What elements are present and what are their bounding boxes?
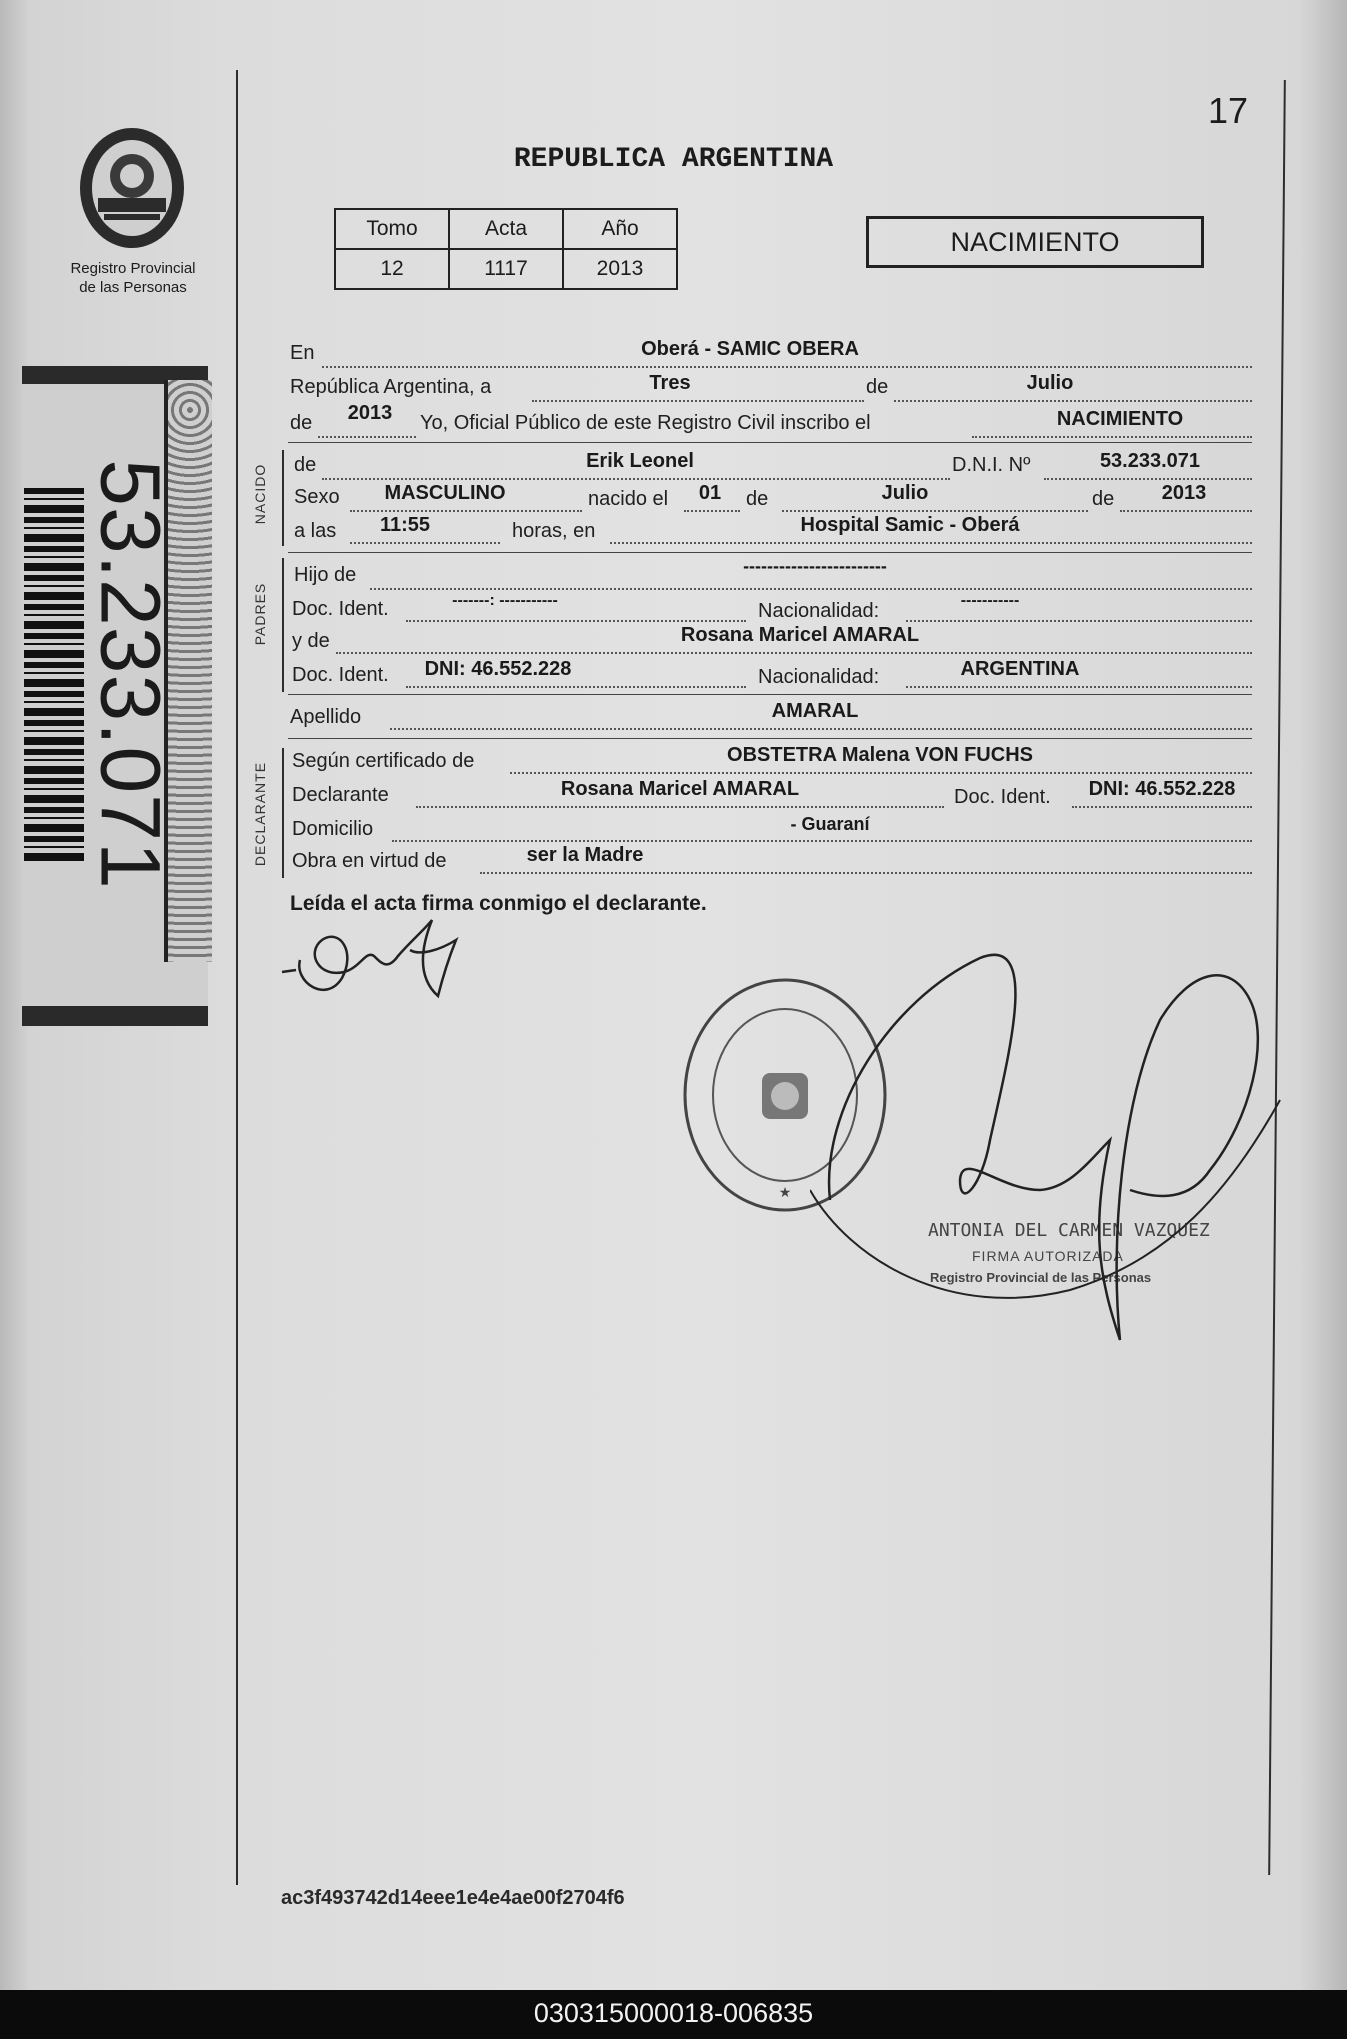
dotted-line bbox=[782, 510, 1088, 512]
label-a-las: a las bbox=[294, 520, 337, 542]
label-nacido-el: nacido el bbox=[588, 488, 669, 510]
section-divider bbox=[288, 738, 1252, 739]
dotted-line bbox=[318, 436, 416, 438]
authorization-stamp-line2: FIRMA AUTORIZADA bbox=[972, 1248, 1124, 1264]
dotted-line bbox=[392, 840, 1252, 842]
document-hash: ac3f493742d14eee1e4e4ae00f2704f6 bbox=[281, 1887, 625, 1909]
value-birth-day: 01 bbox=[698, 482, 722, 504]
provincial-seal bbox=[70, 118, 195, 258]
dotted-line bbox=[610, 542, 1252, 544]
value-place: Oberá - SAMIC OBERA bbox=[641, 338, 859, 360]
label-de-birth-year: de bbox=[1092, 488, 1115, 510]
section-divider bbox=[288, 694, 1252, 695]
header-ano: Año bbox=[563, 209, 677, 249]
dotted-line bbox=[1044, 478, 1252, 480]
value-tomo: 12 bbox=[335, 249, 449, 289]
value-time: 11:55 bbox=[379, 514, 431, 536]
value-birth-month: Julio bbox=[881, 482, 929, 504]
dotted-line bbox=[684, 510, 740, 512]
value-acta: 1117 bbox=[449, 249, 563, 289]
barcode-dni-text: 53.233.071 bbox=[83, 459, 178, 890]
value-mother-nationality: ARGENTINA bbox=[960, 658, 1080, 680]
section-divider bbox=[288, 442, 1252, 443]
seal-caption-line1: Registro Provincial bbox=[70, 260, 196, 277]
value-birth-place: Hospital Samic - Oberá bbox=[800, 514, 1020, 536]
label-de-name: de bbox=[294, 454, 317, 476]
act-type-box: NACIMIENTO bbox=[866, 216, 1204, 268]
label-y-de: y de bbox=[292, 630, 330, 652]
label-segun-certificado: Según certificado de bbox=[292, 750, 475, 772]
label-obra-en-virtud: Obra en virtud de bbox=[292, 850, 447, 872]
dotted-line bbox=[906, 686, 1252, 688]
value-father-doc: -------: ----------- bbox=[452, 592, 558, 609]
label-hijo-de: Hijo de bbox=[294, 564, 357, 586]
label-de-year: de bbox=[290, 412, 313, 434]
document-title: REPUBLICA ARGENTINA bbox=[513, 144, 834, 175]
header-tomo: Tomo bbox=[335, 209, 449, 249]
dotted-line bbox=[1120, 510, 1252, 512]
label-apellido: Apellido bbox=[290, 706, 362, 728]
closing-statement: Leída el acta firma conmigo el declarante. bbox=[290, 892, 707, 915]
label-doc-ident-2: Doc. Ident. bbox=[292, 664, 389, 686]
dotted-line bbox=[370, 588, 1252, 590]
dotted-line bbox=[906, 620, 1252, 622]
value-month: Julio bbox=[1026, 372, 1074, 394]
svg-text:★: ★ bbox=[778, 1185, 792, 1201]
section-label-nacido: NACIDO bbox=[252, 463, 268, 525]
official-signature bbox=[810, 940, 1290, 1360]
dotted-line bbox=[510, 772, 1252, 774]
barcode-icon bbox=[24, 488, 84, 864]
dotted-line bbox=[972, 436, 1252, 438]
label-dni: D.N.I. Nº bbox=[952, 454, 1031, 476]
label-declarante: Declarante bbox=[292, 784, 389, 806]
value-certificate: OBSTETRA Malena VON FUCHS bbox=[727, 744, 1033, 766]
section-label-padres: PADRES bbox=[252, 582, 268, 646]
value-father: ------------------------ bbox=[743, 556, 887, 576]
label-nacionalidad: Nacionalidad: bbox=[758, 600, 880, 622]
dotted-line bbox=[350, 542, 500, 544]
footer-code: 030315000018-006835 bbox=[533, 1998, 814, 2028]
label-en: En bbox=[290, 342, 315, 364]
dotted-line bbox=[406, 686, 746, 688]
label-de: de bbox=[866, 376, 889, 398]
seal-caption-line2: de las Personas bbox=[79, 279, 187, 296]
value-mother-doc: DNI: 46.552.228 bbox=[424, 658, 572, 680]
value-declarant: Rosana Maricel AMARAL bbox=[560, 778, 800, 800]
value-capacity: ser la Madre bbox=[526, 844, 644, 866]
left-margin-rule bbox=[236, 70, 238, 1885]
value-dni: 53.233.071 bbox=[1099, 450, 1201, 472]
dotted-line bbox=[480, 872, 1252, 874]
value-father-nationality: ----------- bbox=[960, 592, 1020, 609]
label-horas-en: horas, en bbox=[512, 520, 596, 542]
section-bracket-nacido bbox=[282, 450, 284, 546]
value-sex: MASCULINO bbox=[384, 482, 506, 504]
section-bracket-declarante bbox=[282, 748, 284, 878]
dotted-line bbox=[1072, 806, 1252, 808]
section-divider bbox=[288, 552, 1252, 553]
section-bracket-padres bbox=[282, 558, 284, 692]
value-birth-year: 2013 bbox=[1161, 482, 1207, 504]
label-de-month: de bbox=[746, 488, 769, 510]
authorization-stamp-line1: ANTONIA DEL CARMEN VAZQUEZ bbox=[928, 1220, 1210, 1241]
declarant-signature bbox=[270, 900, 490, 1010]
dotted-line bbox=[406, 620, 746, 622]
page-number: 17 bbox=[1208, 90, 1249, 131]
label-doc-ident-decl: Doc. Ident. bbox=[954, 786, 1051, 808]
value-ano: 2013 bbox=[563, 249, 677, 289]
value-mother: Rosana Maricel AMARAL bbox=[680, 624, 920, 646]
dotted-line bbox=[532, 400, 864, 402]
label-nacionalidad-2: Nacionalidad: bbox=[758, 666, 880, 688]
label-republica: República Argentina, a bbox=[290, 376, 492, 398]
value-year: 2013 bbox=[347, 402, 393, 424]
dotted-line bbox=[350, 510, 582, 512]
value-surname: AMARAL bbox=[771, 700, 859, 722]
value-name: Erik Leonel bbox=[586, 450, 694, 472]
footer-strip bbox=[0, 1990, 1347, 2039]
label-yo-oficial: Yo, Oficial Público de este Registro Civil inscribo el bbox=[420, 412, 871, 434]
label-sexo: Sexo bbox=[294, 486, 340, 508]
dotted-line bbox=[322, 478, 950, 480]
authorization-stamp-line3: Registro Provincial de las Personas bbox=[930, 1270, 1152, 1285]
dotted-line bbox=[336, 652, 1252, 654]
label-doc-ident: Doc. Ident. bbox=[292, 598, 389, 620]
value-address: - Guaraní bbox=[790, 814, 870, 834]
section-label-declarante: DECLARANTE bbox=[252, 761, 268, 867]
value-declarant-doc: DNI: 46.552.228 bbox=[1088, 778, 1236, 800]
dotted-line bbox=[390, 728, 1252, 730]
label-domicilio: Domicilio bbox=[292, 818, 374, 840]
value-act: NACIMIENTO bbox=[1056, 408, 1184, 430]
header-acta: Acta bbox=[449, 209, 563, 249]
dotted-line bbox=[416, 806, 944, 808]
dotted-line bbox=[894, 400, 1252, 402]
value-day-words: Tres bbox=[649, 372, 691, 394]
reference-table bbox=[334, 208, 678, 290]
dotted-line bbox=[322, 366, 1252, 368]
